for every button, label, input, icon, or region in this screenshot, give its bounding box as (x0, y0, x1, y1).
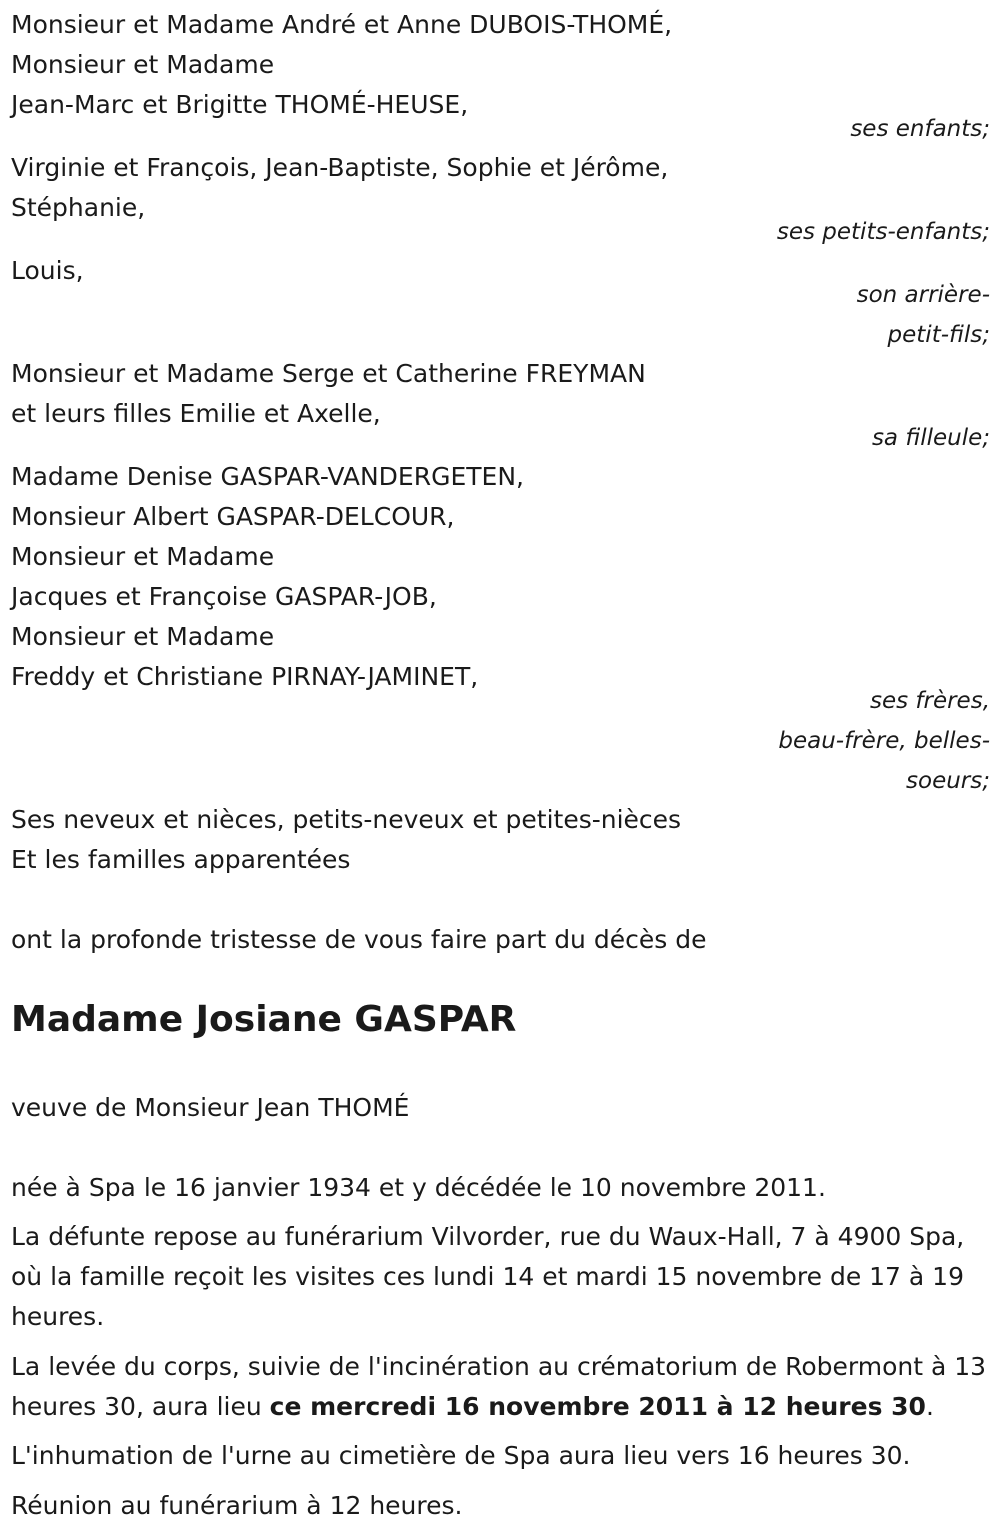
role-great-grandson: petit-fils; (887, 322, 990, 348)
great-grandson-line: Louis, (11, 256, 84, 285)
children-line: Monsieur et Madame André et Anne DUBOIS-THOMÉ, (11, 10, 673, 39)
siblings-line: Freddy et Christiane PIRNAY-JAMINET, (11, 662, 479, 691)
role-siblings: soeurs; (906, 768, 990, 794)
siblings-line: Monsieur et Madame (11, 542, 275, 571)
repose-paragraph: La défunte repose au funérarium Vilvorder, rue du Waux-Hall, 7 à 4900 Spa, où la famille reçoit les visites ces lundi 14 et mardi 15 novembre de 17 à 19 heures. (11, 1222, 965, 1331)
goddaughter-line: et leurs filles Emilie et Axelle, (11, 399, 381, 428)
role-great-grandson: son arrière- (856, 282, 990, 308)
role-siblings: ses frères, (869, 688, 990, 714)
levee-date: ce mercredi 16 novembre 2011 à 12 heures 30 (269, 1392, 926, 1421)
children-line: Jean-Marc et Brigitte THOMÉ-HEUSE, (11, 90, 469, 119)
children-line: Monsieur et Madame (11, 50, 275, 79)
role-siblings: beau-frère, belles- (778, 728, 990, 754)
goddaughter-line: Monsieur et Madame Serge et Catherine FREYMAN (11, 359, 646, 388)
role-grandchildren: ses petits-enfants; (776, 219, 990, 245)
siblings-line: Jacques et Françoise GASPAR-JOB, (11, 582, 437, 611)
levee-prefix: La levée du corps, suivie de l'incinération au crématorium de Robermont à 13 heures 30, aura lieu (11, 1352, 987, 1421)
others-line: Et les familles apparentées (11, 845, 351, 874)
inhumation-paragraph: L'inhumation de l'urne au cimetière de Spa aura lieu vers 16 heures 30. (11, 1441, 911, 1470)
role-children: ses enfants; (850, 116, 990, 142)
widow-of: veuve de Monsieur Jean THOMÉ (11, 1093, 410, 1122)
siblings-line: Monsieur Albert GASPAR-DELCOUR, (11, 502, 455, 531)
reunion-paragraph: Réunion au funérarium à 12 heures. (11, 1491, 463, 1520)
birth-death: née à Spa le 16 janvier 1934 et y décédée le 10 novembre 2011. (11, 1173, 826, 1202)
siblings-line: Madame Denise GASPAR-VANDERGETEN, (11, 462, 524, 491)
levee-suffix: . (925, 1392, 934, 1421)
siblings-line: Monsieur et Madame (11, 622, 275, 651)
levee-paragraph (11, 1347, 991, 1427)
announcement-text: ont la profonde tristesse de vous faire part du décès de (11, 925, 707, 954)
role-goddaughter: sa filleule; (871, 425, 990, 451)
grandchildren-line: Stéphanie, (11, 193, 146, 222)
others-line: Ses neveux et nièces, petits-neveux et petites-nièces (11, 805, 682, 834)
deceased-name: Madame Josiane GASPAR (11, 999, 517, 1040)
grandchildren-line: Virginie et François, Jean-Baptiste, Sophie et Jérôme, (11, 153, 669, 182)
